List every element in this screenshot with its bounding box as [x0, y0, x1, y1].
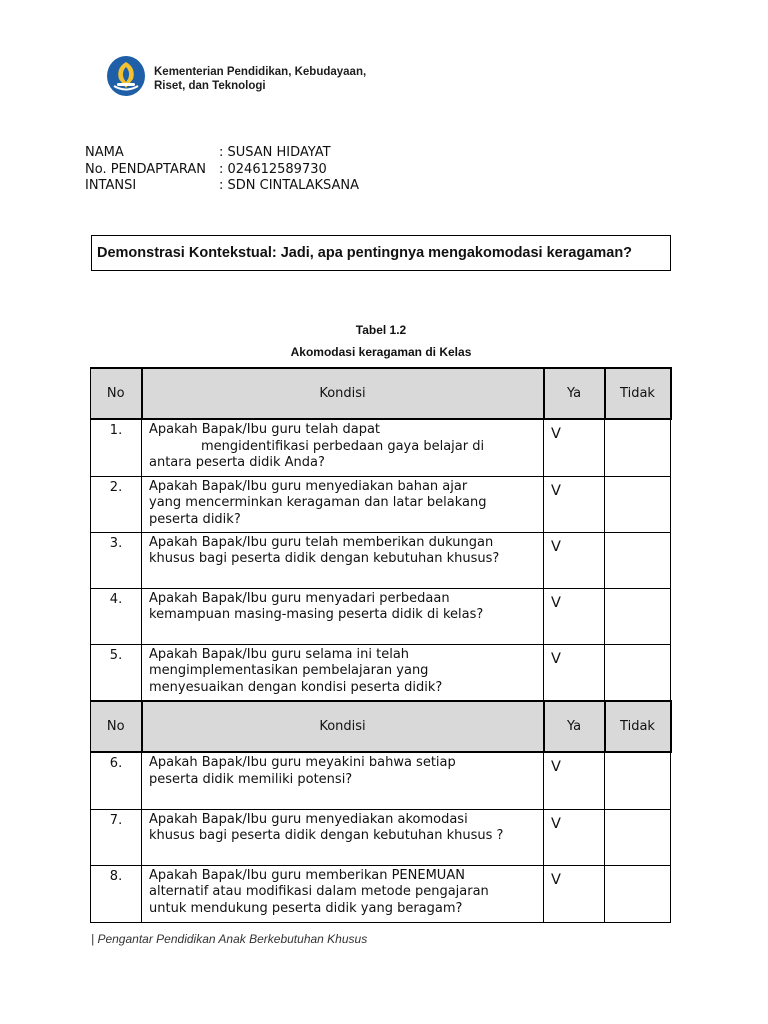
question-text — [142, 588, 544, 644]
header-tidak: Tidak — [605, 701, 671, 752]
tidak-cell[interactable] — [605, 865, 671, 922]
tidak-cell[interactable] — [605, 809, 671, 865]
ministry-name — [154, 65, 366, 93]
table-number: Tabel 1.2 — [355, 323, 407, 337]
tidak-cell[interactable] — [605, 588, 671, 644]
table-row — [91, 588, 671, 644]
question-line: Apakah Bapak/Ibu guru selama ini telah — [149, 646, 410, 662]
question-text — [142, 809, 544, 865]
header-no: No — [91, 701, 142, 752]
ya-cell[interactable]: V — [544, 865, 605, 922]
tidak-cell[interactable] — [605, 419, 671, 476]
question-line: Apakah Bapak/Ibu guru memberikan PENEMUAN — [149, 867, 465, 883]
identity-label: No. PENDAPTARAN — [85, 161, 206, 177]
question-text — [142, 865, 544, 922]
identity-value: : 024612589730 — [219, 161, 327, 177]
row-number: 4. — [91, 588, 142, 644]
question-line: khusus bagi peserta didik dengan kebutuhan khusus? — [149, 551, 500, 566]
page-title: Demonstrasi Kontekstual: Jadi, apa pentingnya mengakomodasi keragaman? — [97, 245, 633, 261]
identity-value: : SUSAN HIDAYAT — [219, 145, 331, 160]
question-line: Apakah Bapak/Ibu guru menyediakan bahan ajar — [149, 478, 468, 494]
question-text — [142, 476, 544, 532]
question-line: menyesuaikan dengan kondisi peserta didik? — [149, 679, 443, 695]
table-header-row — [91, 368, 671, 419]
question-line: peserta didik? — [149, 511, 241, 527]
question-line: kemampuan masing-masing peserta didik di kelas? — [149, 607, 484, 622]
ya-cell[interactable]: V — [544, 476, 605, 532]
question-line: mengimplementasikan pembelajaran yang — [149, 663, 429, 678]
header-no: No — [91, 368, 142, 419]
row-number: 6. — [91, 752, 142, 809]
question-line: Apakah Bapak/Ibu guru menyediakan akomodasi — [149, 811, 468, 827]
identity-value: : SDN CINTALAKSANA — [219, 178, 360, 193]
question-line: untuk mendukung peserta didik yang beragam? — [149, 900, 463, 916]
tidak-cell[interactable] — [605, 644, 671, 701]
question-line: Apakah Bapak/Ibu guru meyakini bahwa setiap — [149, 755, 456, 770]
header-ya: Ya — [544, 368, 605, 419]
question-line: alternatif atau modifikasi dalam metode pengajaran — [149, 884, 489, 899]
table-row — [91, 419, 671, 476]
row-number: 1. — [91, 419, 142, 476]
tidak-cell[interactable] — [605, 752, 671, 809]
table-row — [91, 644, 671, 701]
tidak-cell[interactable] — [605, 532, 671, 588]
question-line: Apakah Bapak/Ibu guru menyadari perbedaan — [149, 590, 450, 606]
row-number: 3. — [91, 532, 142, 588]
title-box — [91, 235, 671, 271]
question-text — [142, 752, 544, 809]
identity-label: INTANSI — [85, 178, 137, 193]
row-number: 5. — [91, 644, 142, 701]
row-number: 2. — [91, 476, 142, 532]
table-row — [91, 865, 671, 922]
row-number: 8. — [91, 865, 142, 922]
question-line: peserta didik memiliki potensi? — [149, 771, 353, 787]
table-row — [91, 476, 671, 532]
accommodation-table — [90, 367, 672, 923]
tidak-cell[interactable] — [605, 476, 671, 532]
question-line: Apakah Bapak/Ibu guru telah dapat — [149, 422, 381, 437]
ya-cell[interactable]: V — [544, 752, 605, 809]
table-row — [91, 809, 671, 865]
question-line: Apakah Bapak/Ibu guru telah memberikan dukungan — [149, 534, 494, 550]
footer-text: | Pengantar Pendidikan Anak Berkebutuhan Khusus — [91, 932, 368, 946]
header-ya: Ya — [544, 701, 605, 752]
identity-label: NAMA — [85, 145, 124, 160]
ministry-line-2: Riset, dan Teknologi — [154, 80, 266, 92]
identity-row-instansi — [85, 178, 359, 195]
ya-cell[interactable]: V — [544, 809, 605, 865]
question-line: khusus bagi peserta didik dengan kebutuhan khusus ? — [149, 828, 504, 843]
table-row — [91, 752, 671, 809]
question-text — [142, 644, 544, 701]
header-kondisi: Kondisi — [142, 368, 544, 419]
table-header-row-repeat — [91, 701, 671, 752]
question-text — [142, 532, 544, 588]
question-line: mengidentifikasi perbedaan gaya belajar di — [201, 438, 485, 454]
header-kondisi: Kondisi — [142, 701, 544, 752]
header-tidak: Tidak — [605, 368, 671, 419]
question-text — [142, 419, 544, 476]
identity-row-nama — [85, 145, 359, 162]
ministry-logo-icon — [106, 55, 146, 97]
ministry-line-1: Kementerian Pendidikan, Kebudayaan, — [154, 66, 367, 78]
row-number: 7. — [91, 809, 142, 865]
ya-cell[interactable]: V — [544, 419, 605, 476]
table-name: Akomodasi keragaman di Kelas — [290, 345, 472, 359]
table-row — [91, 532, 671, 588]
ya-cell[interactable]: V — [544, 532, 605, 588]
question-line: antara peserta didik Anda? — [149, 455, 325, 470]
ya-cell[interactable]: V — [544, 588, 605, 644]
identity-block — [85, 145, 359, 195]
identity-row-pendaftaran — [85, 162, 359, 179]
question-line: yang mencerminkan keragaman dan latar belakang — [149, 495, 487, 510]
ya-cell[interactable]: V — [544, 644, 605, 701]
